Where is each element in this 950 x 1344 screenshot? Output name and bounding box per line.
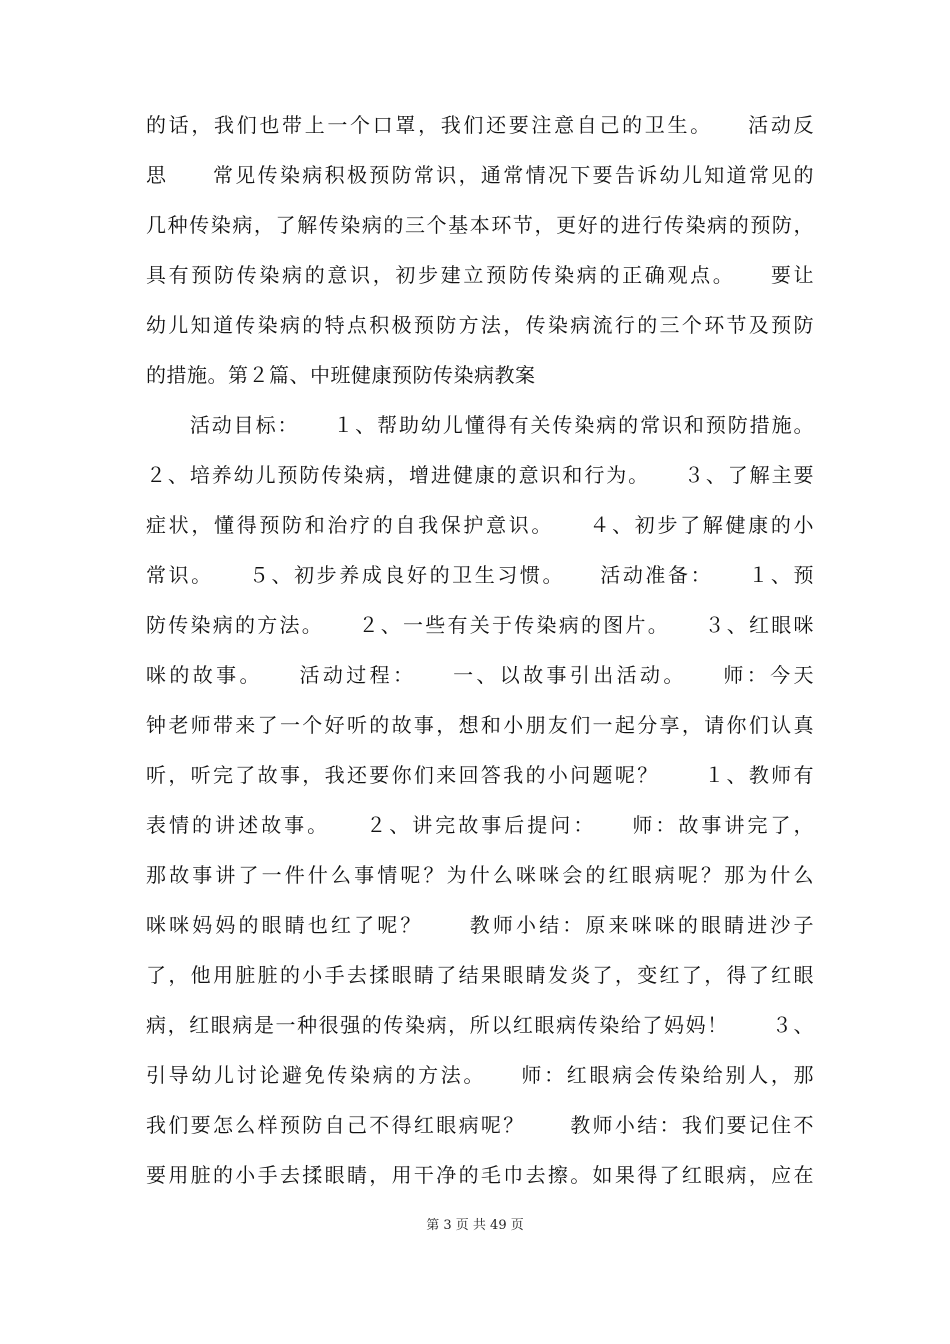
text-line: 表情的讲述故事。 ２、讲完故事后提问： 师：故事讲完了，	[146, 813, 814, 837]
text-line: 症状，懂得预防和治疗的自我保护意识。 ４、初步了解健康的小	[146, 513, 814, 537]
text-line: 活动目标： １、帮助幼儿懂得有关传染病的常识和预防措施。	[146, 413, 814, 437]
text-line: 钟老师带来了一个好听的故事，想和小朋友们一起分享，请你们认真	[146, 713, 814, 737]
text-line: 咪咪妈妈的眼睛也红了呢？ 教师小结：原来咪咪的眼睛进沙子	[146, 913, 814, 937]
text-line: 常识。 ５、初步养成良好的卫生习惯。 活动准备： １、预	[146, 563, 814, 587]
text-line: 要用脏的小手去揉眼睛，用干净的毛巾去擦。如果得了红眼病，应在	[146, 1163, 814, 1187]
text-line: 几种传染病，了解传染病的三个基本环节，更好的进行传染病的预防，	[146, 213, 814, 237]
text-line: 我们要怎么样预防自己不得红眼病呢？ 教师小结：我们要记住不	[146, 1113, 814, 1137]
text-line: 的措施。第２篇、中班健康预防传染病教案	[146, 363, 536, 387]
text-line: 了，他用脏脏的小手去揉眼睛了结果眼睛发炎了，变红了，得了红眼	[146, 963, 814, 987]
text-line: 具有预防传染病的意识，初步建立预防传染病的正确观点。 要让	[146, 263, 814, 287]
text-line: ２、培养幼儿预防传染病，增进健康的意识和行为。 ３、了解主要	[146, 463, 814, 487]
page-number-footer: 第 3 页 共 49 页	[426, 1218, 524, 1233]
document-body	[146, 100, 814, 1200]
text-line: 病，红眼病是一种很强的传染病，所以红眼病传染给了妈妈！ ３、	[146, 1013, 814, 1037]
text-line: 思 常见传染病积极预防常识，通常情况下要告诉幼儿知道常见的	[146, 163, 814, 187]
text-line: 咪的故事。 活动过程： 一、以故事引出活动。 师：今天	[146, 663, 814, 687]
text-line: 幼儿知道传染病的特点积极预防方法，传染病流行的三个环节及预防	[146, 313, 814, 337]
text-line: 听，听完了故事，我还要你们来回答我的小问题呢？ １、教师有	[146, 763, 814, 787]
text-line: 的话，我们也带上一个口罩，我们还要注意自己的卫生。 活动反	[146, 113, 814, 137]
text-line: 那故事讲了一件什么事情呢？为什么咪咪会的红眼病呢？那为什么	[146, 863, 814, 887]
text-line: 防传染病的方法。 ２、一些有关于传染病的图片。 ３、红眼咪	[146, 613, 814, 637]
text-line: 引导幼儿讨论避免传染病的方法。 师：红眼病会传染给别人，那	[146, 1063, 814, 1087]
